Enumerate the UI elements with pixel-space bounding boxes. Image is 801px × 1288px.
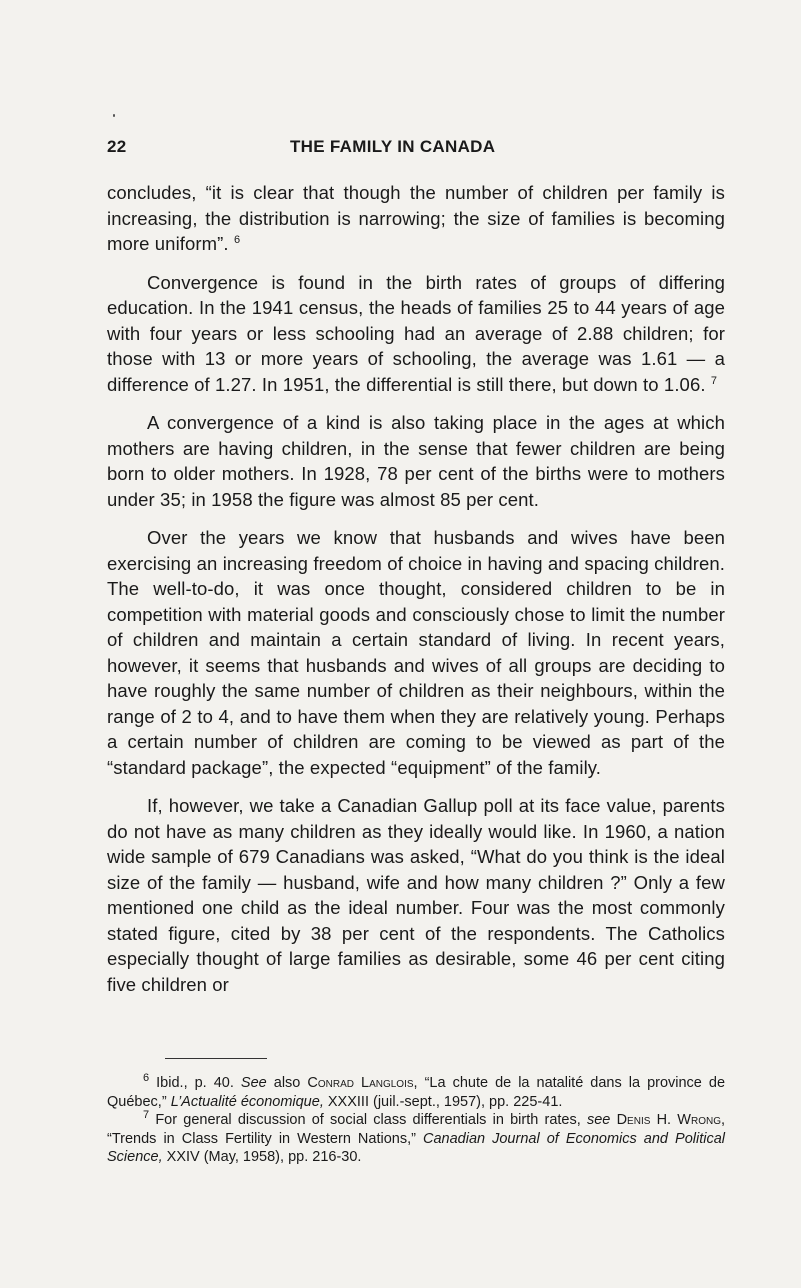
footnote-6-see: See [240, 1075, 267, 1091]
footnote-7-title: “Trends in Class Fertility in Western Nations,” [107, 1130, 416, 1147]
paragraph-1-text: concludes, “it is clear that though the number of children per family is increasing, the distribution is narrowing; the size of families is becoming more uniform”. [107, 182, 725, 254]
paragraph-4 [107, 525, 725, 780]
footnote-6-number: 6 [143, 1072, 150, 1085]
footnote-6-journal: L’Actualité économique, [170, 1093, 324, 1110]
footnote-7-see: see [586, 1112, 611, 1128]
paragraph-3 [107, 410, 725, 512]
footnote-7 [107, 1111, 725, 1167]
footnote-6-author: Conrad Langlois, [307, 1075, 418, 1091]
footnote-6-also: also [273, 1075, 301, 1091]
footnote-ref-7[interactable]: 7 [710, 374, 718, 387]
footnote-7-lead: For general discussion of social class differentials in birth rates, [155, 1112, 581, 1128]
page-number: 22 [107, 137, 127, 156]
paragraph-2-text: Convergence is found in the birth rates of groups of differing education. In the 1941 census, the heads of families 25 to 44 years of age with four years or less schooling had an average of 2.88 children; for those with 13 or more years of schooling, the average was 1.61 — a difference of 1.27. In 1951, the differential is still there, but down to 1.06. [107, 271, 725, 395]
footnote-7-number: 7 [143, 1109, 150, 1122]
footnote-separator-rule [165, 1058, 267, 1059]
paragraph-3-text: A convergence of a kind is also taking place in the ages at which mothers are having children, in the sense that fewer children are being born to older mothers. In 1928, 78 per cent of the births were to mothers under 35; in 1958 the figure was almost 85 per cent. [107, 412, 725, 510]
body-text [107, 180, 725, 1010]
paragraph-4-text: Over the years we know that husbands and wives have been exercising an increasing freedom of choice in having and spacing children. The well-to-do, it was once thought, considered children to be in competition with material goods and consciously chose to limit the number of children and maintain a certain standard of living. In recent years, however, it seems that husbands and wives of all groups are deciding to have roughly the same number of children as their neighbours, within the range of 2 to 4, and to have them when they are relatively young. Perhaps a certain number of children are coming to be viewed as part of the “standard package”, the expected “equipment” of the family. [107, 527, 725, 778]
footnote-6-details: XXXIII (juil.-sept., 1957), pp. 225-41. [327, 1093, 563, 1110]
paragraph-1 [107, 180, 725, 257]
paragraph-5 [107, 793, 725, 997]
footnote-7-details: XXIV (May, 1958), pp. 216-30. [166, 1149, 362, 1165]
running-title: THE FAMILY IN CANADA [290, 137, 496, 156]
footnote-7-journal: Canadian Journal of Economics and Political Science, [107, 1130, 725, 1165]
paragraph-5-text: If, however, we take a Canadian Gallup poll at its face value, parents do not have as many children as they ideally would like. In 1960, a nation wide sample of 679 Canadians was asked, “What do you think is the ideal size of the family — husband, wife and how many children ?” Only a few mentioned one child as the ideal number. Four was the most commonly stated figure, cited by 38 per cent of the respondents. The Catholics especially thought of large families as desirable, some 46 per cent citing five children or [107, 795, 725, 995]
footnote-6-lead: Ibid., p. 40. [156, 1075, 234, 1091]
printing-speck [113, 114, 115, 117]
footnote-ref-6[interactable]: 6 [233, 233, 241, 246]
footnotes [107, 1074, 725, 1167]
footnote-7-author: Denis H. Wrong, [616, 1112, 725, 1128]
footnote-6 [107, 1074, 725, 1111]
footnote-6-title: “La chute de la natalité dans la province de Québec,” [107, 1075, 726, 1110]
paragraph-2 [107, 270, 725, 398]
running-head [107, 137, 727, 163]
